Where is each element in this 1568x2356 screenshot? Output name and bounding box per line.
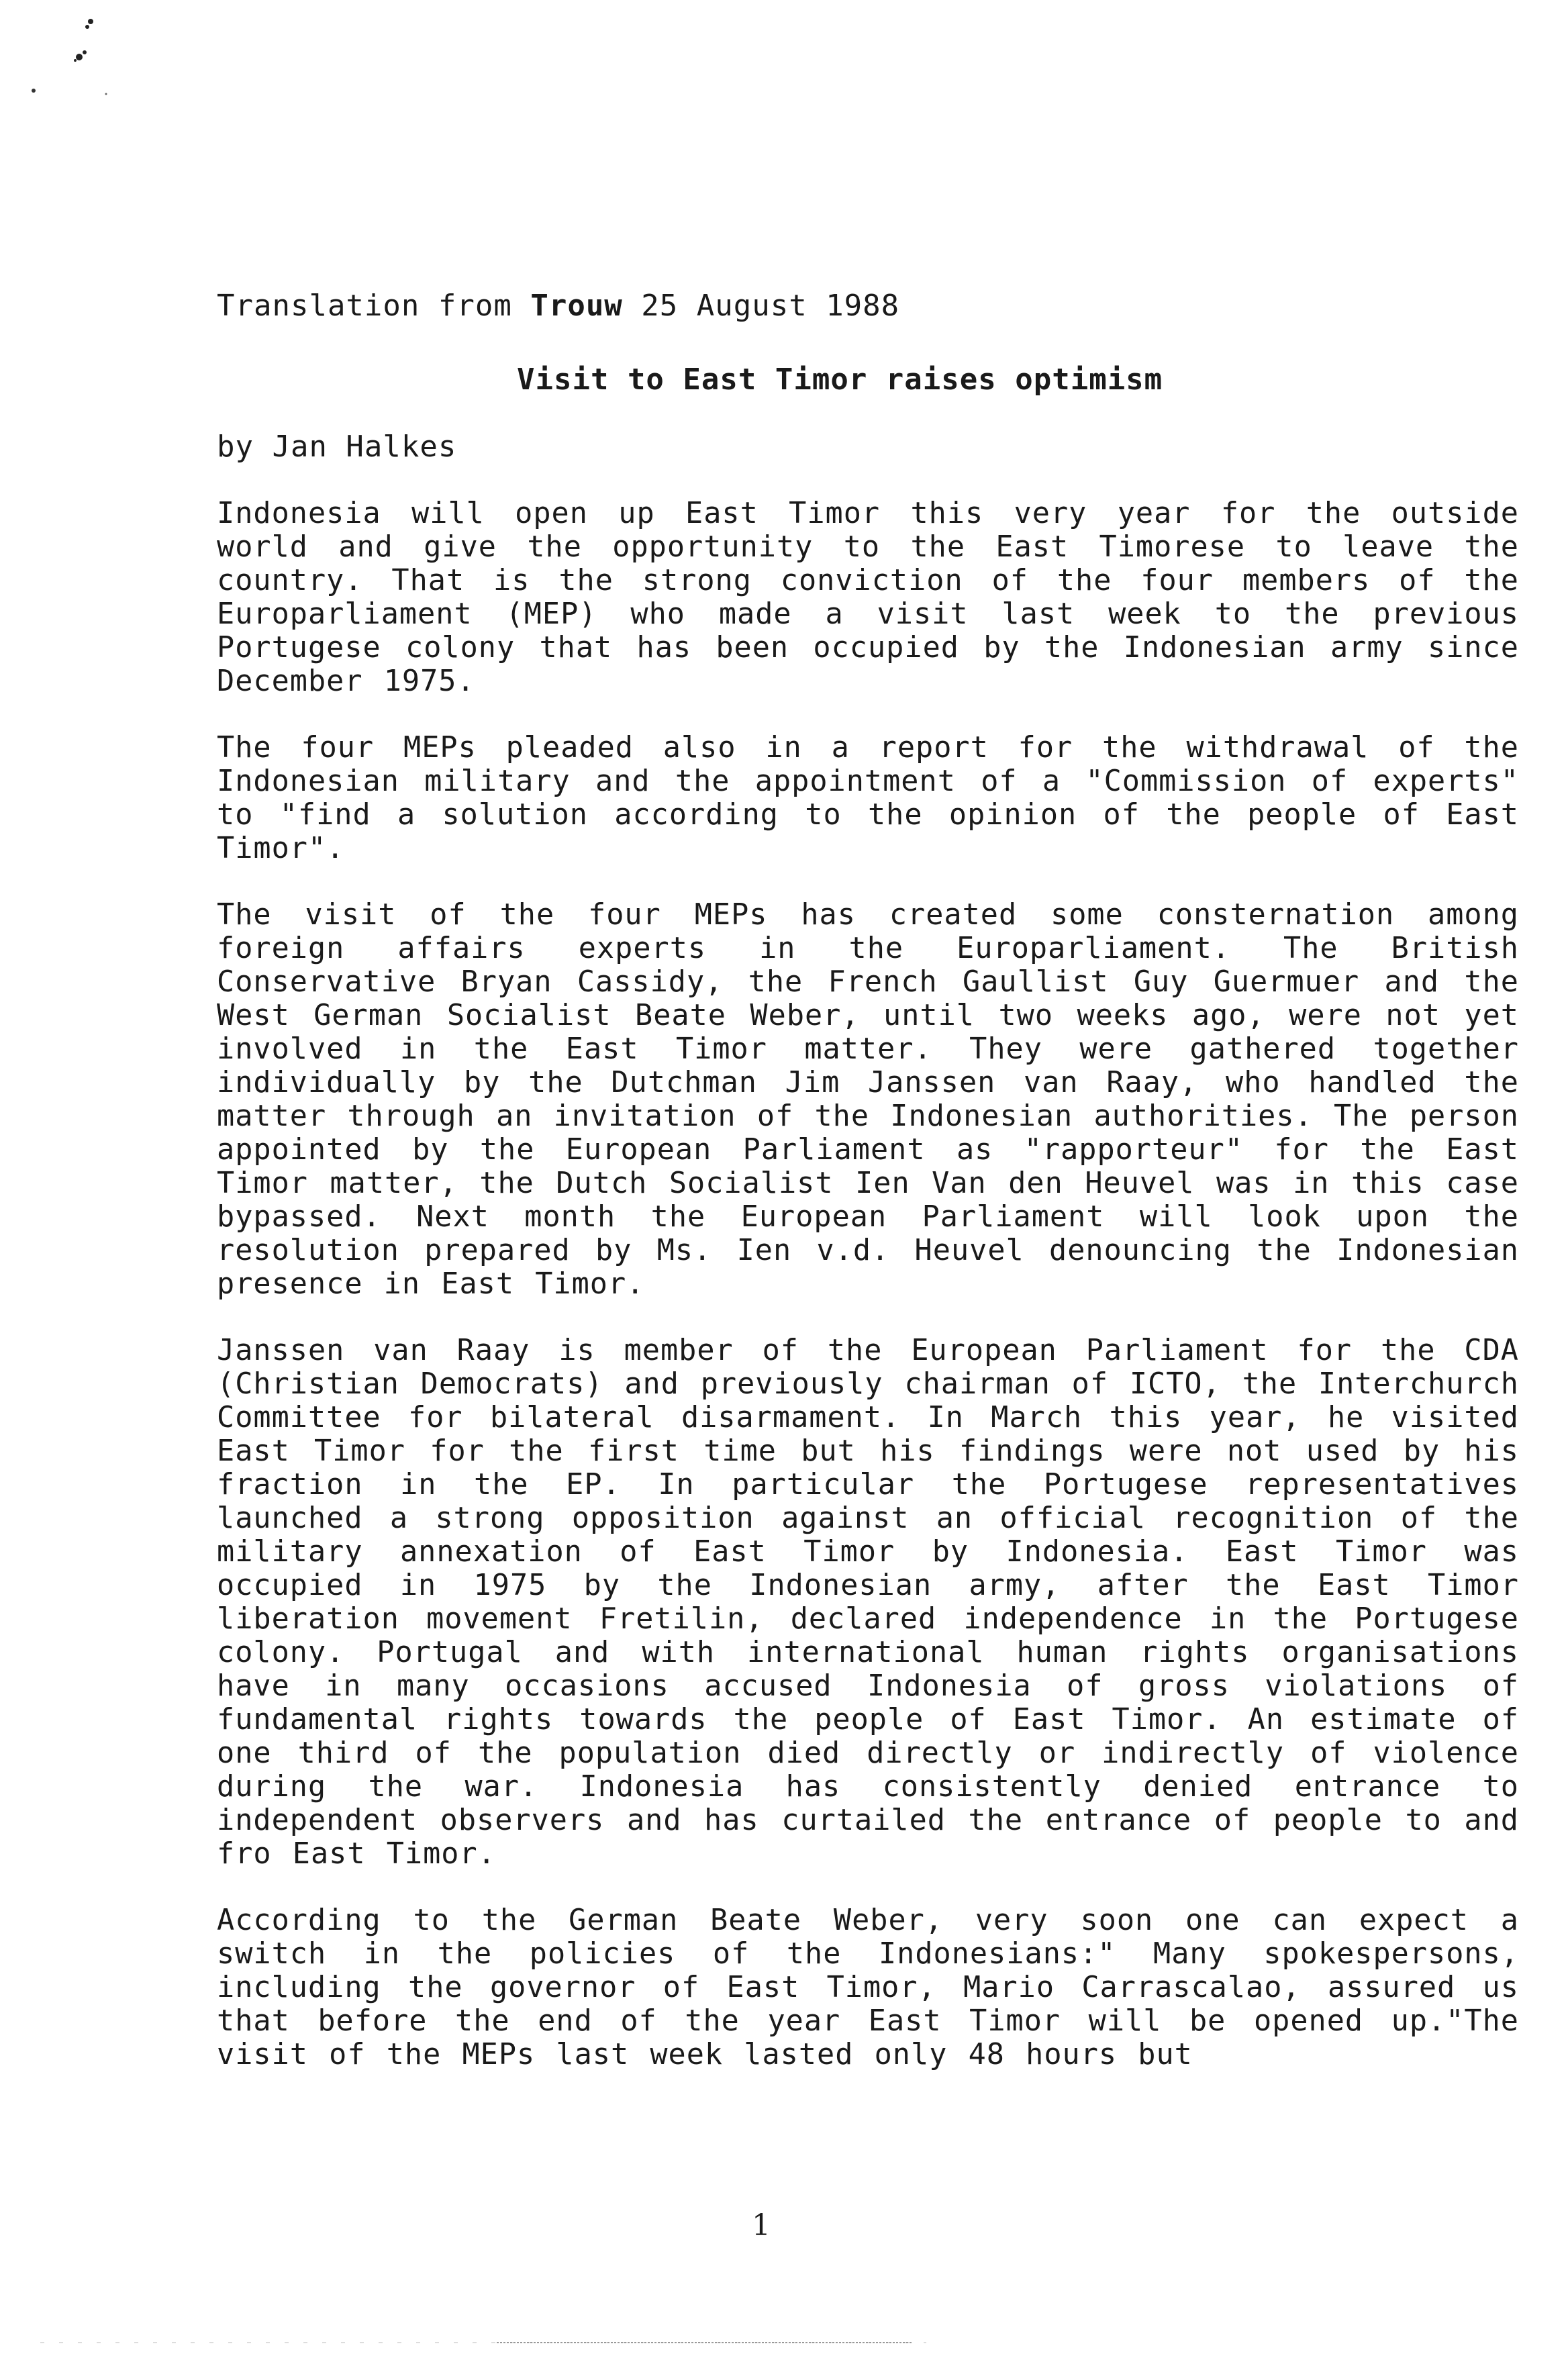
article-body [217,497,1519,2104]
article-title: Visit to East Timor raises optimism [517,362,1163,397]
scan-specks [27,7,128,107]
paragraph-5: According to the German Beate Weber, very soon one can expect a switch in the policies of the Indonesians:" Many spokespersons, including the governor of East Timor, Mario Carrascalao, assured us that before the end of the year East Timor will be opened up."The visit of the MEPs last week lasted only 48 hours but [217,1904,1519,2071]
article-byline: by Jan Halkes [217,430,457,464]
scan-edge-noise [40,2341,926,2344]
paragraph-4: Janssen van Raay is member of the European Parliament for the CDA (Christian Democrats) and previously chairman of ICTO, the Interchurch Committee for bilateral disarmament. In March this year, he visited East Timor for the first time but his findings were not used by his fraction in the EP. In particular the Portugese representatives launched a strong opposition against an official recognition of the military annexation of East Timor by Indonesia. East Timor was occupied in 1975 by the Indonesian army, after the East Timor liberation movement Fretilin, declared independence in the Portugese colony. Portugal and with international human rights organisations have in many occasions accused Indonesia of gross violations of fundamental rights towards the people of East Timor. An estimate of one third of the population died directly or indirectly of violence during the war. Indonesia has consistently denied entrance to independent observers and has curtailed the entrance of people to and fro East Timor. [217,1334,1519,1871]
paragraph-2: The four MEPs pleaded also in a report for the withdrawal of the Indonesian military and the appointment of a "Commission of experts" to "find a solution according to the opinion of the people of East Timor". [217,731,1519,865]
paragraph-3: The visit of the four MEPs has created some consternation among foreign affairs experts in the Europarliament. The British Conservative Bryan Cassidy, the French Gaullist Guy Guermuer and the West German Socialist Beate Weber, until two weeks ago, were not yet involved in the East Timor matter. They were gathered together individually by the Dutchman Jim Janssen van Raay, who handled the matter through an invitation of the Indonesian authorities. The person appointed by the European Parliament as "rapporteur" for the East Timor matter, the Dutch Socialist Ien Van den Heuvel was in this case bypassed. Next month the European Parliament will look upon the resolution prepared by Ms. Ien v.d. Heuvel denouncing the Indonesian presence in East Timor. [217,898,1519,1301]
source-prefix: Translation from [217,289,531,323]
source-date: 25 August 1988 [622,289,900,323]
translation-source-line [217,289,899,323]
page-number: 1 [752,2208,771,2243]
source-newspaper: Trouw [530,289,623,323]
paragraph-1: Indonesia will open up East Timor this very year for the outside world and give the opportunity to the East Timorese to leave the country. That is the strong conviction of the four members of the Europarliament (MEP) who made a visit last week to the previous Portugese colony that has been occupied by the Indonesian army since December 1975. [217,497,1519,698]
